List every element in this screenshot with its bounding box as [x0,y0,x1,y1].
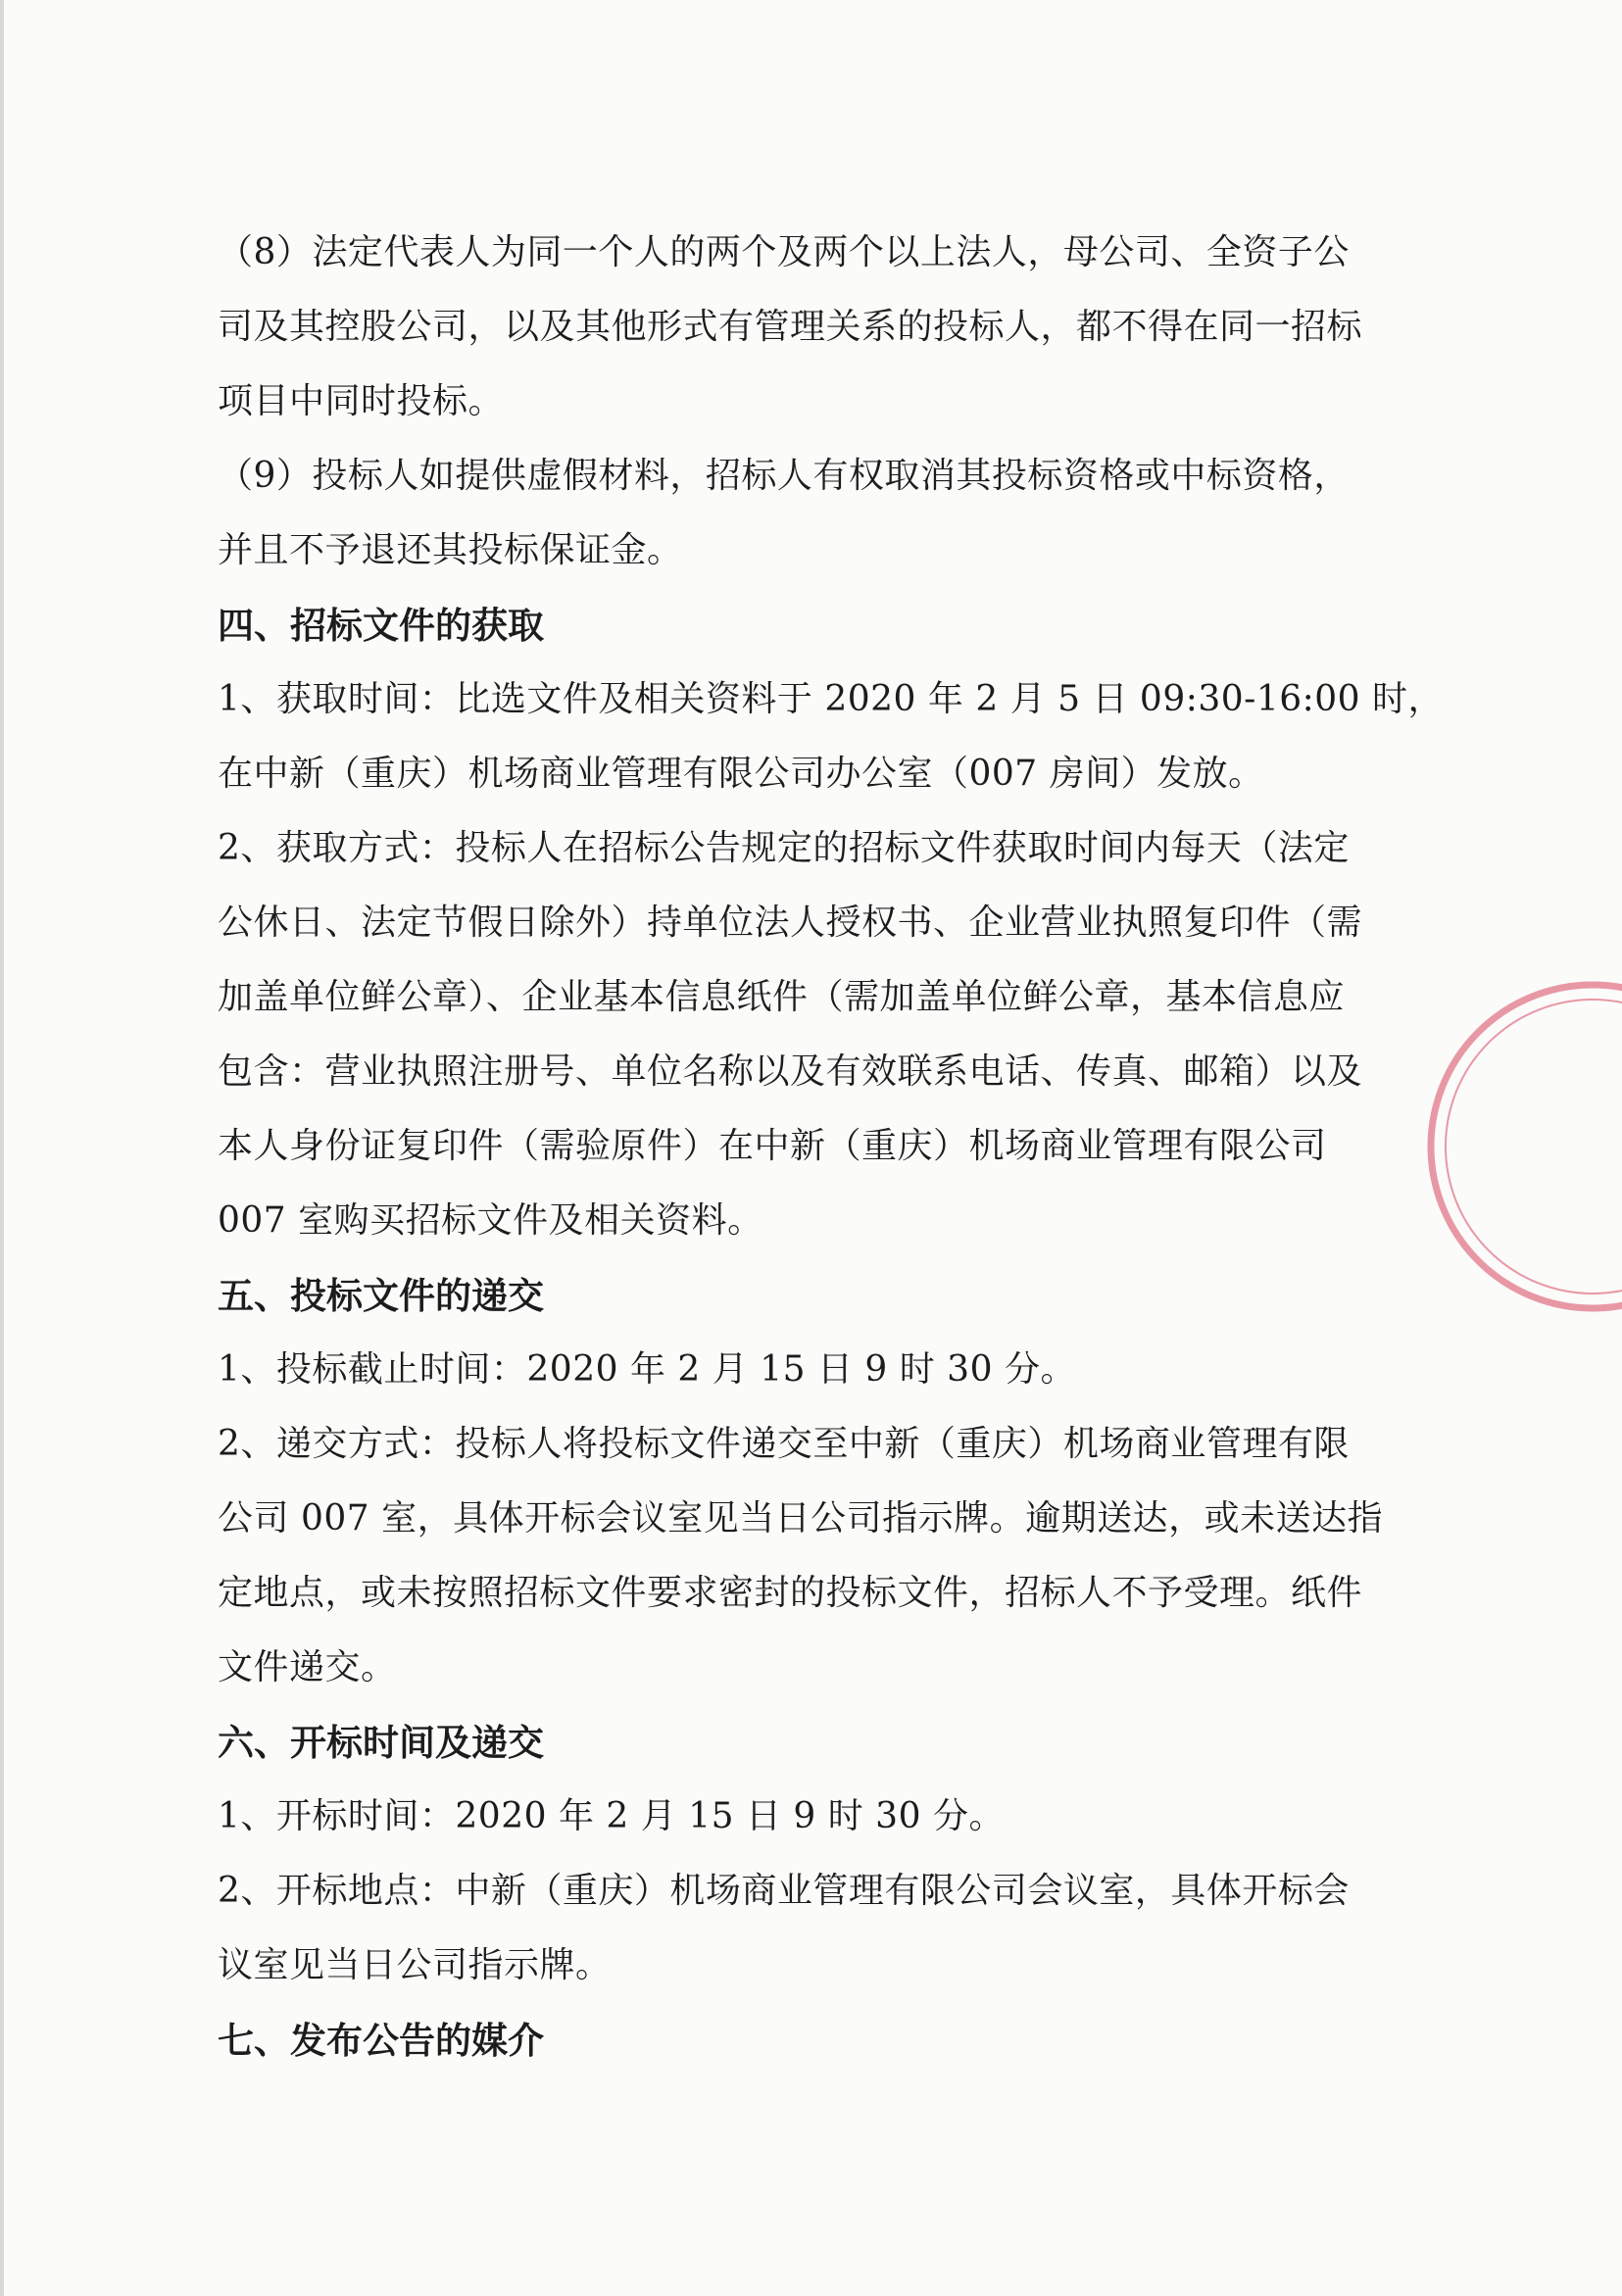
section-5-item-2-line-3: 定地点，或未按照招标文件要求密封的投标文件，招标人不予受理。纸件 [218,1573,1363,1613]
company-seal-icon [1416,970,1622,1323]
section-5-item-2-line-1: 2、递交方式：投标人将投标文件递交至中新（重庆）机场商业管理有限 [218,1424,1350,1464]
paragraph-9-line-1: （9）投标人如提供虚假材料，招标人有权取消其投标资格或中标资格， [218,456,1350,496]
section-4-item-2-line-6: 007 室购买招标文件及相关资料。 [218,1200,763,1241]
section-4-item-2-line-4: 包含：营业执照注册号、单位名称以及有效联系电话、传真、邮箱）以及 [218,1051,1363,1092]
section-heading-7: 七、发布公告的媒介 [218,2019,544,2062]
paragraph-9-line-2: 并且不予退还其投标保证金。 [218,530,683,570]
section-6-item-1: 1、开标时间：2020 年 2 月 15 日 9 时 30 分。 [218,1796,1005,1836]
section-4-item-2-line-1: 2、获取方式：投标人在招标公告规定的招标文件获取时间内每天（法定 [218,828,1350,868]
section-4-item-1-line-1: 1、获取时间：比选文件及相关资料于 2020 年 2 月 5 日 09:30-16:00 时， [218,679,1445,719]
section-5-item-1: 1、投标截止时间：2020 年 2 月 15 日 9 时 30 分。 [218,1349,1076,1390]
section-heading-4: 四、招标文件的获取 [218,604,544,647]
section-4-item-2-line-5: 本人身份证复印件（需验原件）在中新（重庆）机场商业管理有限公司 [218,1126,1327,1166]
section-6-item-2-line-1: 2、开标地点：中新（重庆）机场商业管理有限公司会议室，具体开标会 [218,1871,1350,1911]
section-heading-6: 六、开标时间及递交 [218,1721,544,1764]
paragraph-8-line-2: 司及其控股公司，以及其他形式有管理关系的投标人，都不得在同一招标 [218,307,1363,347]
section-5-item-2-line-4: 文件递交。 [218,1647,397,1687]
section-4-item-1-line-2: 在中新（重庆）机场商业管理有限公司办公室（007 房间）发放。 [218,754,1264,794]
section-4-item-2-line-2: 公休日、法定节假日除外）持单位法人授权书、企业营业执照复印件（需 [218,903,1363,943]
paragraph-8-line-3: 项目中同时投标。 [218,381,505,421]
paragraph-8-line-1: （8）法定代表人为同一个人的两个及两个以上法人，母公司、全资子公 [218,232,1350,272]
document-body [218,216,1445,2077]
section-heading-5: 五、投标文件的递交 [218,1274,544,1317]
section-6-item-2-line-2: 议室见当日公司指示牌。 [218,1945,612,1985]
scan-edge [0,0,4,2296]
section-5-item-2-line-2: 公司 007 室，具体开标会议室见当日公司指示牌。逾期送达，或未送达指 [218,1498,1384,1539]
section-4-item-2-line-3: 加盖单位鲜公章）、企业基本信息纸件（需加盖单位鲜公章，基本信息应 [218,977,1346,1017]
